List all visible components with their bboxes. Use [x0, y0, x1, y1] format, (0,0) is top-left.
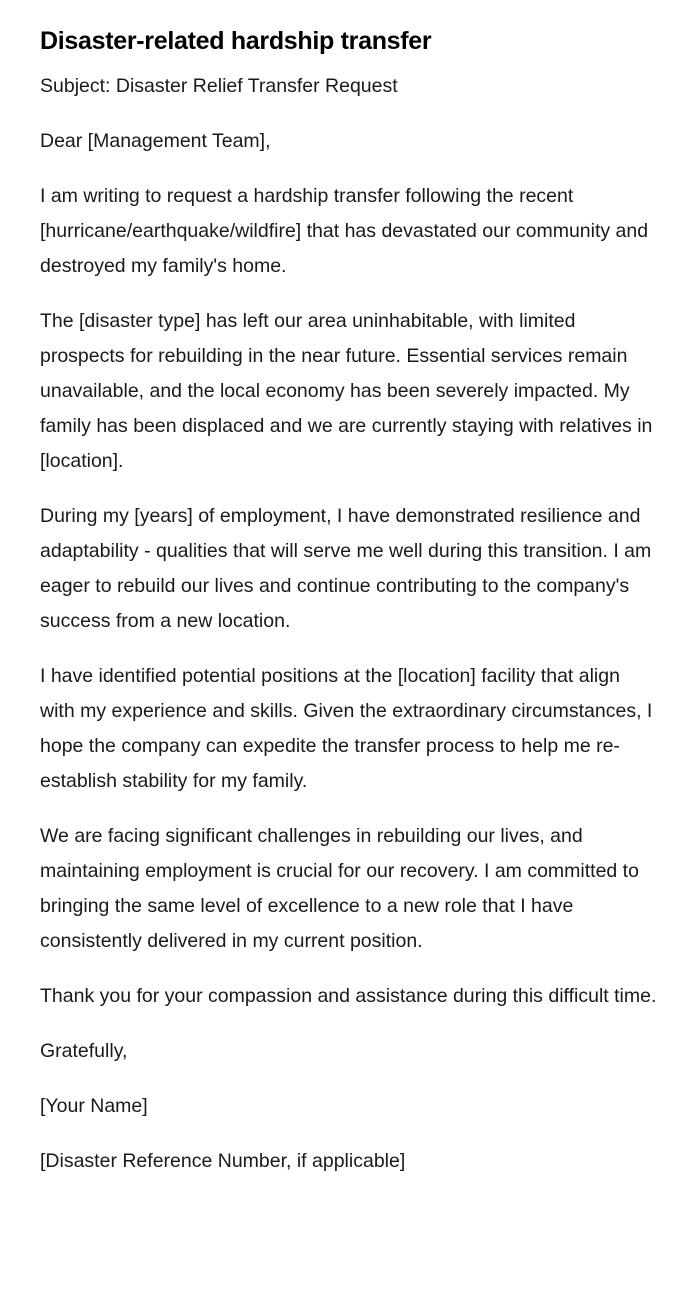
- reference-number: [Disaster Reference Number, if applicable]: [40, 1150, 406, 1172]
- body-paragraph-2: The [disaster type] has left our area uninhabitable, with limited prospects for rebuilding in the near future. Essential services remain unavailable, and the local economy has been severely impacted. My family has been displaced and we are currently staying with relatives in [location].: [40, 310, 653, 472]
- body-paragraph-1: I am writing to request a hardship transfer following the recent [hurricane/earthquake/wildfire] that has devastated our community and destroyed my family's home.: [40, 185, 649, 277]
- signature-name: [Your Name]: [40, 1095, 148, 1117]
- body-paragraph-5: We are facing significant challenges in rebuilding our lives, and maintaining employment is crucial for our recovery. I am committed to bringing the same level of excellence to a new role that I have consistently delivered in my current position.: [40, 825, 639, 952]
- body-paragraph-4: I have identified potential positions at the [location] facility that align with my experience and skills. Given the extraordinary circumstances, I hope the company can expedite the transfer process to help me re-establish stability for my family.: [40, 665, 653, 792]
- salutation: Dear [Management Team],: [40, 130, 271, 152]
- document-title: Disaster-related hardship transfer: [40, 27, 432, 55]
- closing: Gratefully,: [40, 1040, 128, 1062]
- letter-document: [40, 0, 660, 1179]
- body-paragraph-3: During my [years] of employment, I have demonstrated resilience and adaptability - qualities that will serve me well during this transition. I am eager to rebuild our lives and continue contributing to the company's success from a new location.: [40, 505, 652, 632]
- body-paragraph-6: Thank you for your compassion and assistance during this difficult time.: [40, 985, 657, 1007]
- subject-line: Subject: Disaster Relief Transfer Request: [40, 75, 398, 97]
